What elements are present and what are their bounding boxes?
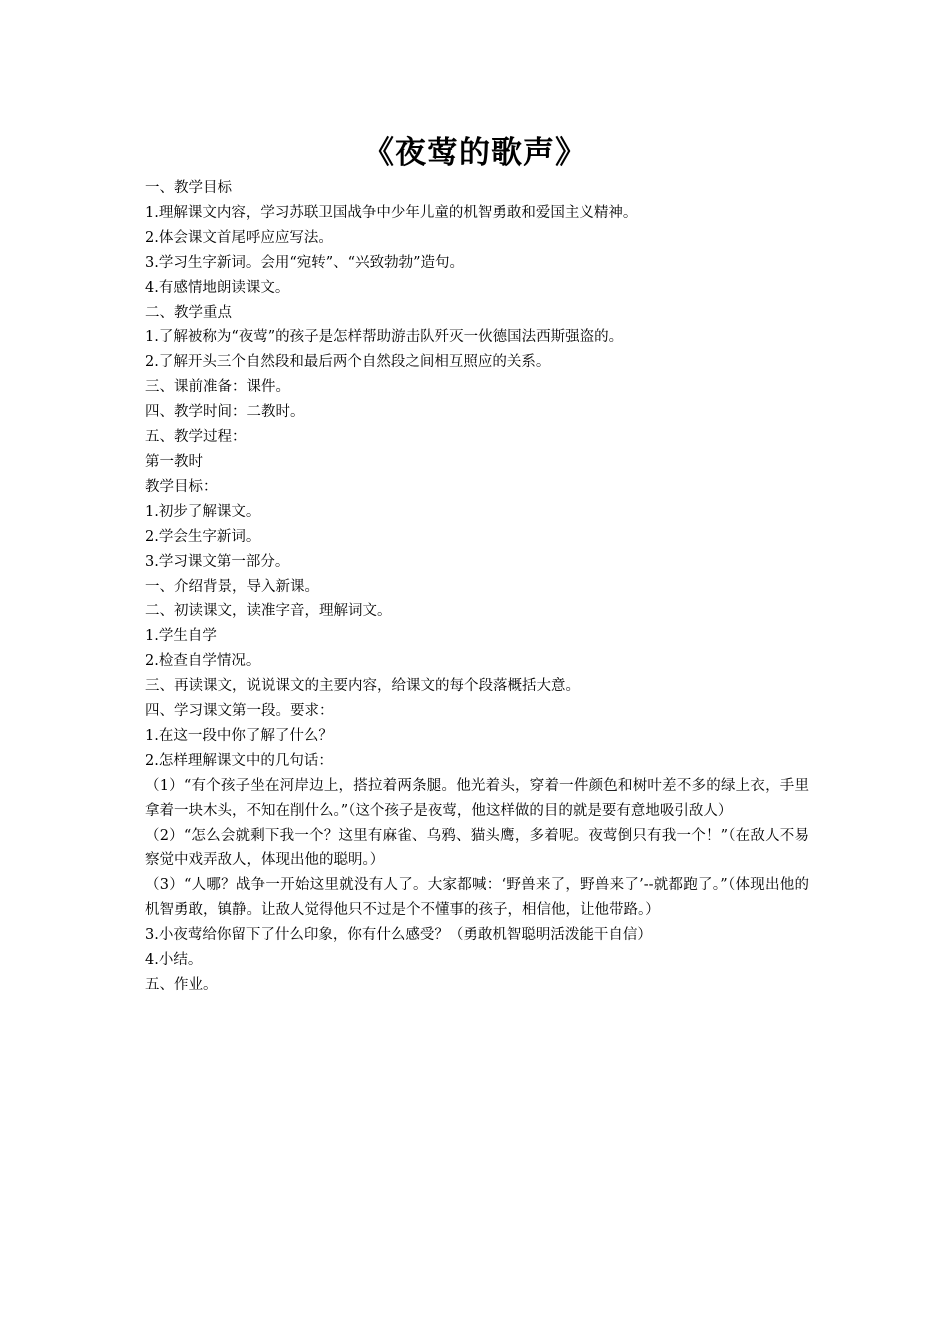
lesson-objective-item: 3.学习课文第一部分。 (145, 553, 290, 570)
section-heading-time: 四、教学时间：二教时。 (145, 404, 305, 421)
section-heading-preparation: 三、课前准备：课件。 (145, 379, 290, 396)
lesson-substep: 3.小夜莺给你留下了什么印象，你有什么感受？（勇敢机智聪明活泼能干自信） (145, 927, 652, 944)
quote-paragraph: （3）“人哪？战争一开始这里就没有人了。大家都喊：‘野兽来了，野兽来了’--就都跑了。”（体现出他的机智勇敢，镇静。让敌人觉得他只不过是个不懂事的孩子，相信他，让他带路。） (145, 877, 809, 919)
section-heading-process: 五、教学过程： (145, 429, 247, 446)
lesson-heading: 第一教时 (145, 453, 203, 470)
objective-item: 2.体会课文首尾呼应应写法。 (145, 229, 333, 246)
lesson-step: 二、初读课文，读准字音，理解词文。 (145, 603, 392, 620)
lesson-step: 一、介绍背景，导入新课。 (145, 578, 319, 595)
lesson-substep: 1.学生自学 (145, 628, 217, 645)
lesson-step: 五、作业。 (145, 977, 218, 993)
quote-paragraph: （2）“怎么会就剩下我一个？这里有麻雀、乌鸦、猫头鹰，多着呢。夜莺倒只有我一个！”（在敌人不易察觉中戏弄敌人，体现出他的聪明。） (145, 827, 809, 869)
objective-item: 4.有感情地朗读课文。 (145, 279, 290, 296)
lesson-objective-item: 2.学会生字新词。 (145, 528, 261, 545)
objective-item: 3.学习生字新词。会用“宛转”、“兴致勃勃”造句。 (145, 254, 464, 271)
lesson-substep: 1.在这一段中你了解了什么？ (145, 727, 333, 744)
key-point-item: 2.了解开头三个自然段和最后两个自然段之间相互照应的关系。 (145, 354, 551, 371)
lesson-step: 四、学习课文第一段。要求： (145, 703, 334, 720)
key-point-item: 1.了解被称为“夜莺”的孩子是怎样帮助游击队歼灭一伙德国法西斯强盗的。 (145, 329, 624, 346)
section-heading-key-points: 二、教学重点 (145, 304, 232, 321)
document-title: 《夜莺的歌声》 (363, 135, 587, 171)
quote-paragraph: （1）“有个孩子坐在河岸边上，搭拉着两条腿。他光着头，穿着一件颜色和树叶差不多的绿上衣，手里拿着一块木头，不知在削什么。”（这个孩子是夜莺，他这样做的目的就是要有意地吸引敌人） (145, 777, 809, 819)
lesson-substep: 4.小结。 (145, 952, 203, 969)
objective-item: 1.理解课文内容，学习苏联卫国战争中少年儿童的机智勇敢和爱国主义精神。 (145, 204, 638, 221)
lesson-objective-item: 1.初步了解课文。 (145, 503, 261, 520)
document-body (145, 176, 809, 998)
lesson-substep: 2.怎样理解课文中的几句话： (145, 752, 333, 769)
lesson-objectives-label: 教学目标： (145, 478, 218, 495)
lesson-substep: 2.检查自学情况。 (145, 653, 261, 670)
lesson-step: 三、再读课文，说说课文的主要内容，给课文的每个段落概括大意。 (145, 678, 580, 695)
section-heading-objectives: 一、教学目标 (145, 180, 232, 196)
